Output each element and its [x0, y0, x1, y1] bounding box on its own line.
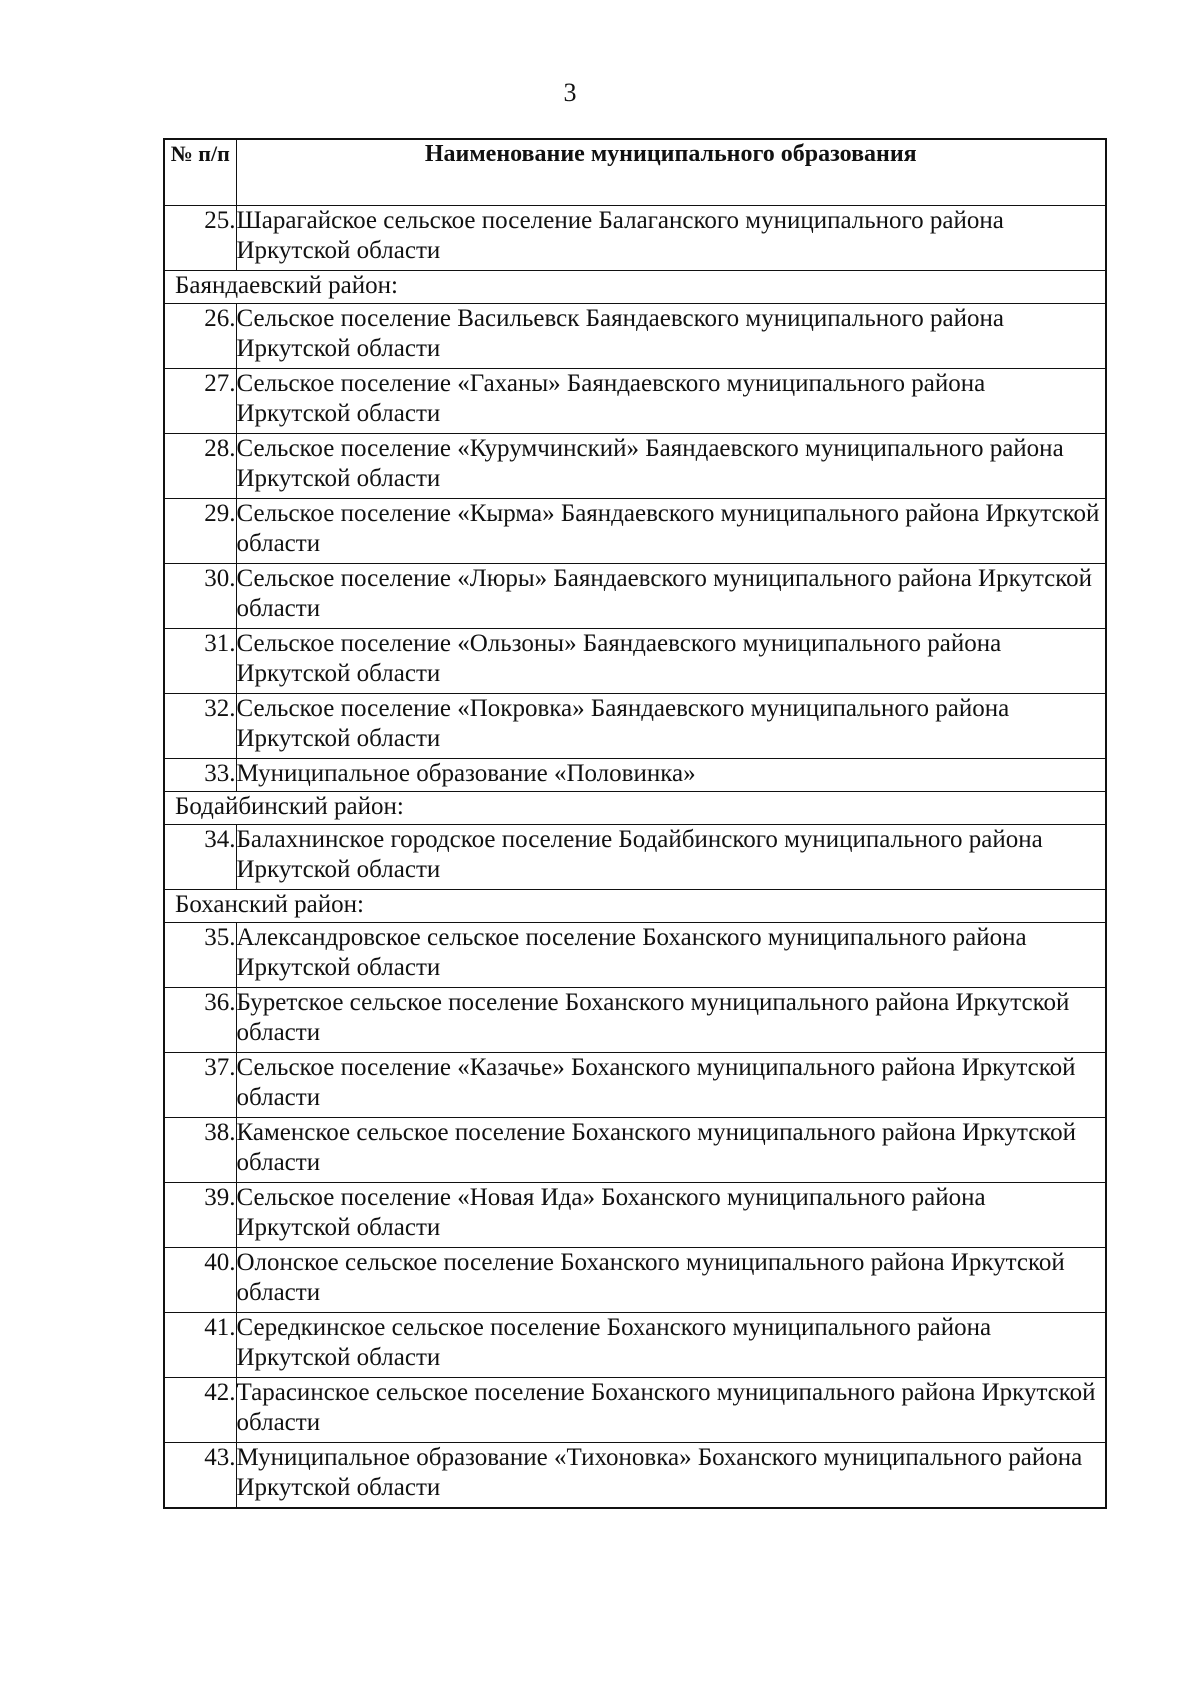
municipality-name: Середкинское сельское поселение Боханского муниципального района Иркутской области — [236, 1313, 1106, 1378]
row-number: 34. — [164, 825, 236, 890]
row-number: 29. — [164, 499, 236, 564]
row-number: 33. — [164, 759, 236, 792]
table-row — [164, 1248, 1106, 1313]
table-row — [164, 923, 1106, 988]
row-number: 30. — [164, 564, 236, 629]
table-row — [164, 369, 1106, 434]
table-row — [164, 304, 1106, 369]
district-name: Бодайбинский район: — [164, 792, 1106, 825]
municipality-name: Сельское поселение Васильевск Баяндаевского муниципального района Иркутской области — [236, 304, 1106, 369]
row-number: 42. — [164, 1378, 236, 1443]
municipality-name: Шарагайское сельское поселение Балаганского муниципального района Иркутской области — [236, 206, 1106, 271]
municipality-name: Сельское поселение «Новая Ида» Боханского муниципального района Иркутской области — [236, 1183, 1106, 1248]
row-number: 38. — [164, 1118, 236, 1183]
row-number: 40. — [164, 1248, 236, 1313]
municipality-name: Сельское поселение «Казачье» Боханского муниципального района Иркутской области — [236, 1053, 1106, 1118]
row-number: 28. — [164, 434, 236, 499]
municipality-name: Сельское поселение «Кырма» Баяндаевского муниципального района Иркутской области — [236, 499, 1106, 564]
table-row — [164, 434, 1106, 499]
municipality-name: Тарасинское сельское поселение Боханского муниципального района Иркутской области — [236, 1378, 1106, 1443]
municipality-name: Муниципальное образование «Тихоновка» Боханского муниципального района Иркутской области — [236, 1443, 1106, 1509]
municipality-name: Сельское поселение «Покровка» Баяндаевского муниципального района Иркутской области — [236, 694, 1106, 759]
municipality-name: Олонское сельское поселение Боханского муниципального района Иркутской области — [236, 1248, 1106, 1313]
row-number: 31. — [164, 629, 236, 694]
municipality-name: Балахнинское городское поселение Бодайбинского муниципального района Иркутской области — [236, 825, 1106, 890]
row-number: 37. — [164, 1053, 236, 1118]
district-row — [164, 271, 1106, 304]
table-row — [164, 1378, 1106, 1443]
table-row — [164, 1443, 1106, 1509]
municipality-name: Сельское поселение «Ользоны» Баяндаевского муниципального района Иркутской области — [236, 629, 1106, 694]
table-row — [164, 988, 1106, 1053]
table-row — [164, 825, 1106, 890]
table-row — [164, 1118, 1106, 1183]
header-number: № п/п — [164, 139, 236, 206]
table-row — [164, 759, 1106, 792]
table-row — [164, 1053, 1106, 1118]
row-number: 43. — [164, 1443, 236, 1509]
table-row — [164, 1313, 1106, 1378]
row-number: 25. — [164, 206, 236, 271]
row-number: 36. — [164, 988, 236, 1053]
district-row — [164, 792, 1106, 825]
table-row — [164, 694, 1106, 759]
row-number: 27. — [164, 369, 236, 434]
district-name: Баяндаевский район: — [164, 271, 1106, 304]
table-row — [164, 499, 1106, 564]
municipalities-table — [163, 138, 1107, 1509]
municipality-name: Александровское сельское поселение Боханского муниципального района Иркутской области — [236, 923, 1106, 988]
row-number: 41. — [164, 1313, 236, 1378]
row-number: 26. — [164, 304, 236, 369]
table-row — [164, 1183, 1106, 1248]
table-header-row — [164, 139, 1106, 206]
municipality-name: Сельское поселение «Гаханы» Баяндаевского муниципального района Иркутской области — [236, 369, 1106, 434]
table-body — [164, 206, 1106, 1509]
header-name: Наименование муниципального образования — [236, 139, 1106, 206]
row-number: 35. — [164, 923, 236, 988]
row-number: 39. — [164, 1183, 236, 1248]
municipality-name: Буретское сельское поселение Боханского муниципального района Иркутской области — [236, 988, 1106, 1053]
table-row — [164, 564, 1106, 629]
municipality-name: Сельское поселение «Люры» Баяндаевского муниципального района Иркутской области — [236, 564, 1106, 629]
district-name: Боханский район: — [164, 890, 1106, 923]
table-row — [164, 629, 1106, 694]
table-row — [164, 206, 1106, 271]
municipality-name: Сельское поселение «Курумчинский» Баяндаевского муниципального района Иркутской области — [236, 434, 1106, 499]
row-number: 32. — [164, 694, 236, 759]
district-row — [164, 890, 1106, 923]
municipality-name: Каменское сельское поселение Боханского муниципального района Иркутской области — [236, 1118, 1106, 1183]
municipality-name: Муниципальное образование «Половинка» — [236, 759, 1106, 792]
page-number: 3 — [563, 78, 577, 107]
